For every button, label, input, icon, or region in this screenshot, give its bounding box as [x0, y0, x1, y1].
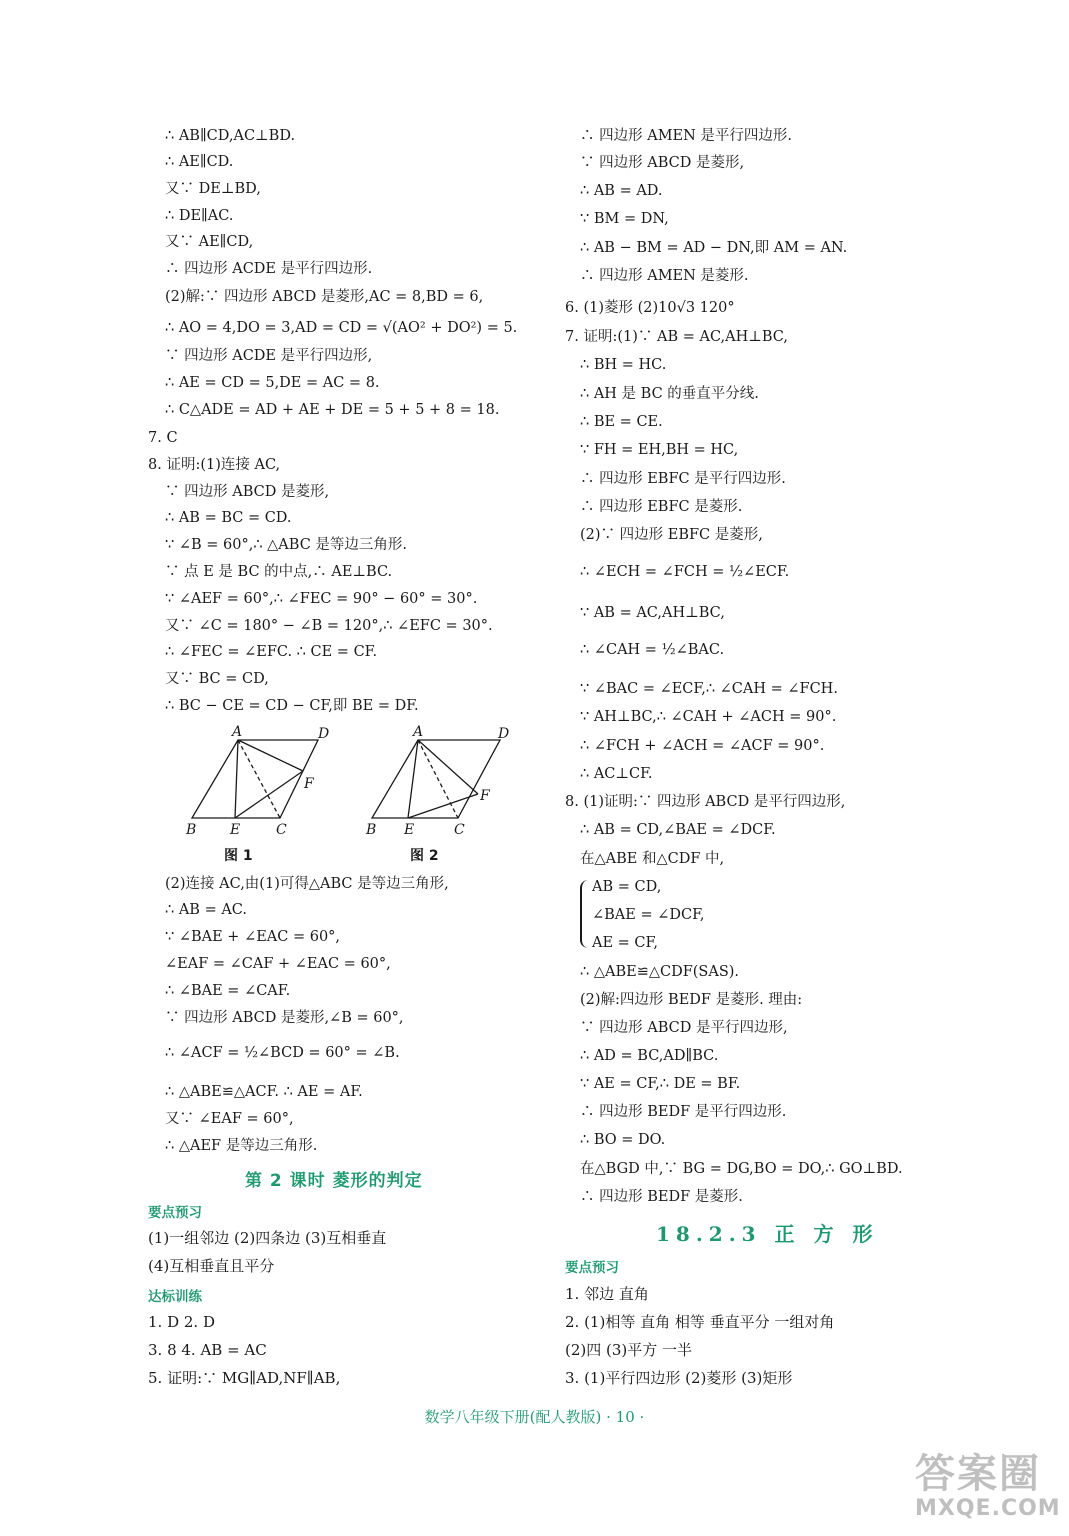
- text-line: ∴ △ABE≌△ACF. ∴ AE = AF.: [165, 1084, 363, 1100]
- text-line: ∴ AB = BC = CD.: [165, 510, 292, 526]
- text-line: 又∵ ∠C = 180° − ∠B = 120°,∴ ∠EFC = 30°.: [165, 618, 493, 634]
- text-line: ∴ AO = 4,DO = 3,AD = CD = √(AO² + DO²) = 5.: [165, 320, 518, 336]
- practice-label: 达标训练: [148, 1289, 202, 1305]
- answer-6: 6. (1)菱形 (2)10√3 120°: [565, 300, 735, 316]
- watermark-url: MXQE.COM: [915, 1496, 1061, 1521]
- text-line: ∴ 四边形 EBFC 是菱形.: [580, 499, 743, 515]
- text-line: ∴ △ABE≌△CDF(SAS).: [580, 964, 740, 980]
- label-F1: F: [304, 776, 314, 792]
- text-line: (2)解:四边形 BEDF 是菱形. 理由:: [580, 992, 803, 1008]
- answer-8: 8. 证明:(1)连接 AC,: [148, 457, 281, 473]
- text-line: ∴ 四边形 AMEN 是平行四边形.: [580, 128, 793, 144]
- text-line: ∵ 点 E 是 BC 的中点,∴ AE⊥BC.: [165, 564, 393, 580]
- text-line: ∵ 四边形 ABCD 是菱形,∠B = 60°,: [165, 1010, 404, 1026]
- text-line: ∵ AB = AC,AH⊥BC,: [580, 605, 725, 621]
- geometry-figures: [170, 722, 530, 872]
- text-line: ∴ BE = CE.: [580, 414, 663, 430]
- text-line: (2)四 (3)平方 一半: [565, 1341, 693, 1359]
- figure-2-caption: 图 2: [410, 848, 439, 864]
- label-D1: D: [318, 726, 330, 742]
- text-line: (2)∵ 四边形 EBFC 是菱形,: [580, 527, 763, 543]
- text-line: ∴ ∠ACF = ½∠BCD = 60° = ∠B.: [165, 1045, 400, 1061]
- label-E2: E: [404, 822, 415, 838]
- text-line: (1)一组邻边 (2)四条边 (3)互相垂直: [148, 1229, 387, 1247]
- text-line: ∴ AB = AD.: [580, 183, 663, 199]
- text-line: ∴ 四边形 BEDF 是平行四边形.: [580, 1104, 787, 1120]
- text-line: ∴ AC⊥CF.: [580, 766, 653, 782]
- answer-7: 7. 证明:(1)∵ AB = AC,AH⊥BC,: [565, 329, 788, 345]
- text-line: ∴ BC − CE = CD − CF,即 BE = DF.: [165, 698, 419, 714]
- page-footer: 数学八年级下册(配人教版) · 10 ·: [424, 1408, 645, 1426]
- watermark-logo: [915, 1451, 1061, 1530]
- text-line: ∴ BO = DO.: [580, 1132, 666, 1148]
- text-line: ∴ AD = BC,AD∥BC.: [580, 1048, 719, 1064]
- label-F2: F: [480, 788, 490, 804]
- text-line: ∵ ∠B = 60°,∴ △ABC 是等边三角形.: [165, 537, 408, 553]
- text-line: ∵ 四边形 ABCD 是平行四边形,: [580, 1020, 788, 1036]
- text-line: ∴ C△ADE = AD + AE + DE = 5 + 5 + 8 = 18.: [165, 402, 500, 418]
- text-line: (4)互相垂直且平分: [148, 1257, 275, 1275]
- figure-1: [192, 740, 318, 818]
- answer-8: 8. (1)证明:∵ 四边形 ABCD 是平行四边形,: [565, 794, 846, 810]
- text-line: 又∵ ∠EAF = 60°,: [165, 1111, 294, 1127]
- text-line: ∴ AB = AC.: [165, 902, 247, 918]
- text-line: ∴ AB − BM = AD − DN,即 AM = AN.: [580, 240, 848, 256]
- brace: [580, 880, 592, 948]
- text-line: ∴ ∠ECH = ∠FCH = ½∠ECF.: [580, 564, 790, 580]
- text-line: 2. (1)相等 直角 相等 垂直平分 一组对角: [565, 1313, 835, 1331]
- text-line: ∵ ∠BAC = ∠ECF,∴ ∠CAH = ∠FCH.: [580, 681, 838, 697]
- text-line: ∴ BH = HC.: [580, 357, 667, 373]
- text-line: ∵ 四边形 ABCD 是菱形,: [580, 155, 745, 171]
- text-line: ∴ 四边形 EBFC 是平行四边形.: [580, 471, 786, 487]
- text-line: 在△BGD 中,∵ BG = DG,BO = DO,∴ GO⊥BD.: [580, 1161, 903, 1177]
- text-line: ∴ AB = CD,∠BAE = ∠DCF.: [580, 822, 776, 838]
- text-line: ∵ BM = DN,: [580, 211, 669, 227]
- label-A1: A: [232, 724, 243, 740]
- label-D2: D: [498, 726, 510, 742]
- text-line: ∴ 四边形 BEDF 是菱形.: [580, 1189, 743, 1205]
- text-line: ∴ AE∥CD.: [165, 154, 234, 170]
- text-line: ∵ ∠BAE + ∠EAC = 60°,: [165, 929, 341, 945]
- text-line: 又∵ BC = CD,: [165, 671, 269, 687]
- text-line: ∵ 四边形 ABCD 是菱形,: [165, 484, 330, 500]
- watermark-text: 答案圈: [915, 1451, 1041, 1497]
- text-line: ∴ AB∥CD,AC⊥BD.: [165, 128, 296, 144]
- figure-1-caption: 图 1: [224, 848, 253, 864]
- preview-label: 要点预习: [565, 1260, 619, 1276]
- text-line: 1. D 2. D: [148, 1313, 215, 1331]
- text-line: (2)解:∵ 四边形 ABCD 是菱形,AC = 8,BD = 6,: [165, 289, 484, 305]
- text-line: 又∵ AE∥CD,: [165, 234, 254, 250]
- text-line: ∵ AE = CF,∴ DE = BF.: [580, 1076, 741, 1092]
- label-C2: C: [454, 822, 465, 838]
- label-B2: B: [366, 822, 377, 838]
- text-line: ∠EAF = ∠CAF + ∠EAC = 60°,: [165, 956, 391, 972]
- label-B1: B: [186, 822, 197, 838]
- text-line: 又∵ DE⊥BD,: [165, 181, 261, 197]
- text-line: 3. (1)平行四边形 (2)菱形 (3)矩形: [565, 1369, 793, 1387]
- text-line: ∴ ∠FCH + ∠ACH = ∠ACF = 90°.: [580, 738, 825, 754]
- label-C1: C: [276, 822, 287, 838]
- text-line: 在△ABE 和△CDF 中,: [580, 851, 725, 867]
- text-line: ∵ 四边形 ACDE 是平行四边形,: [165, 348, 373, 364]
- text-line: ∠BAE = ∠DCF,: [592, 907, 705, 923]
- text-line: ∴ AH 是 BC 的垂直平分线.: [580, 386, 759, 402]
- section-title: 18.2.3 正 方 形: [656, 1222, 879, 1246]
- label-E1: E: [230, 822, 241, 838]
- text-line: ∵ FH = EH,BH = HC,: [580, 442, 739, 458]
- text-line: ∴ 四边形 AMEN 是菱形.: [580, 268, 749, 284]
- text-line: 5. 证明:∵ MG∥AD,NF∥AB,: [148, 1369, 341, 1387]
- text-line: ∵ ∠AEF = 60°,∴ ∠FEC = 90° − 60° = 30°.: [165, 591, 478, 607]
- label-A2: A: [413, 724, 424, 740]
- text-line: 3. 8 4. AB = AC: [148, 1341, 267, 1359]
- text-line: 1. 邻边 直角: [565, 1285, 649, 1303]
- text-line: (2)连接 AC,由(1)可得△ABC 是等边三角形,: [165, 876, 449, 892]
- text-line: ∴ AE = CD = 5,DE = AC = 8.: [165, 375, 380, 391]
- text-line: ∴ 四边形 ACDE 是平行四边形.: [165, 261, 373, 277]
- answer-7: 7. C: [148, 430, 178, 446]
- text-line: ∴ ∠BAE = ∠CAF.: [165, 983, 291, 999]
- text-line: ∴ DE∥AC.: [165, 208, 234, 224]
- text-line: ∴ △AEF 是等边三角形.: [165, 1138, 318, 1154]
- text-line: ∴ ∠CAH = ½∠BAC.: [580, 642, 725, 658]
- text-line: ∴ ∠FEC = ∠EFC. ∴ CE = CF.: [165, 644, 378, 660]
- text-line: AE = CF,: [592, 935, 658, 951]
- text-line: ∵ AH⊥BC,∴ ∠CAH + ∠ACH = 90°.: [580, 709, 837, 725]
- lesson-title: 第 2 课时 菱形的判定: [245, 1171, 423, 1191]
- preview-label: 要点预习: [148, 1205, 202, 1221]
- figure-2: [372, 740, 500, 818]
- text-line: AB = CD,: [592, 879, 662, 895]
